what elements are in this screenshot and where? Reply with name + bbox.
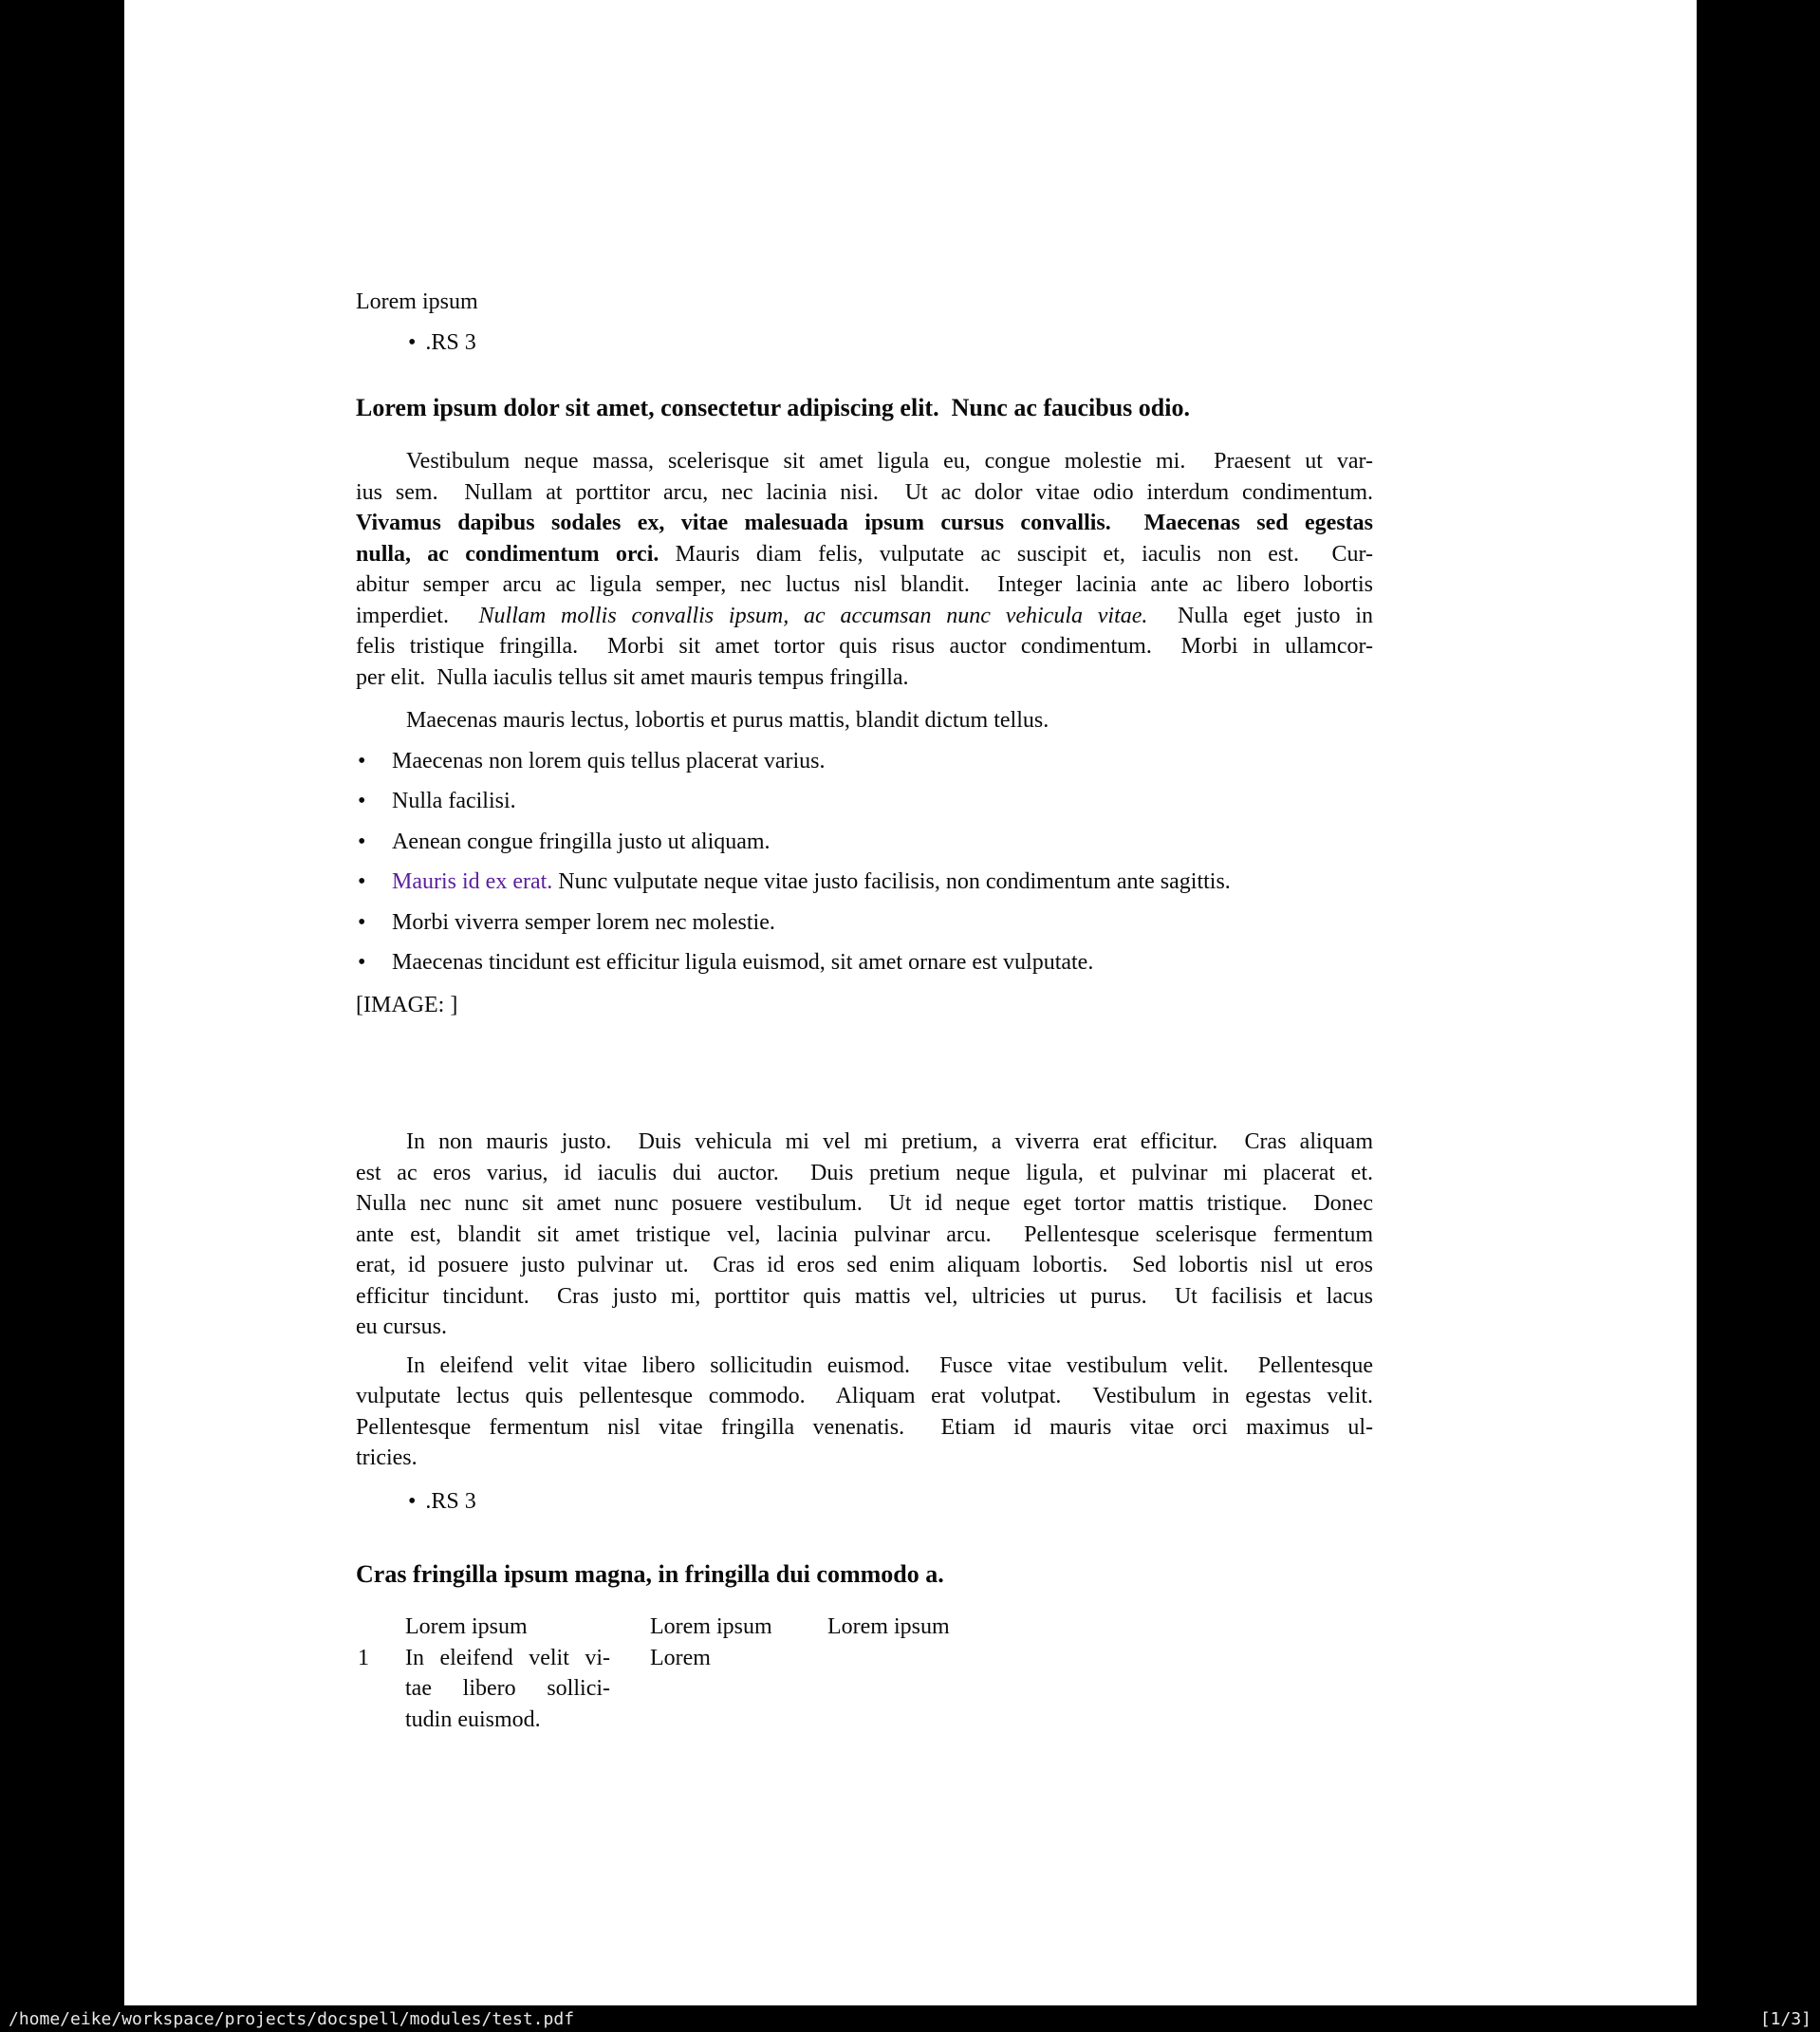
text-segment: ante est, blandit sit amet tristique vel, lacinia pulvinar arcu. Pellentesque scelerisque fermentum (356, 1221, 1373, 1247)
text-segment: per elit. Nulla iaculis tellus sit amet mauris tempus fringilla. (356, 664, 909, 690)
text-segment: .RS 3 (425, 1488, 476, 1514)
text-segment: In non mauris justo. Duis vehicula mi vel mi pretium, a viverra erat efficitur. Cras aliquam (406, 1129, 1373, 1154)
link[interactable]: Mauris id ex erat. (392, 869, 553, 894)
paragraph-line (356, 601, 1373, 632)
bullet-icon: • (358, 950, 366, 975)
paragraph-line (356, 1220, 1373, 1251)
text-segment: est ac eros varius, id iaculis dui auctor. Duis pretium neque ligula, et pulvinar mi placerat et. (356, 1160, 1373, 1185)
paragraph-line (356, 569, 1373, 601)
text-segment: imperdiet. (356, 603, 479, 628)
paragraph-line (356, 1351, 1373, 1382)
text-segment: efficitur tincidunt. Cras justo mi, porttitor quis mattis vel, ultricies ut purus. Ut facilisis et lacus (356, 1283, 1373, 1309)
bullet-icon: • (358, 829, 366, 854)
paragraph-line (356, 1188, 1373, 1220)
list-item (356, 746, 1373, 777)
list-item-text (392, 867, 1373, 898)
bullet-icon: • (358, 748, 366, 774)
viewer-left-border (0, 0, 124, 2005)
bullet-list (356, 746, 1373, 979)
bullet-icon: • (358, 869, 366, 894)
bullet-icon: • (408, 329, 417, 355)
text-segment: In eleifend velit vi- (405, 1645, 610, 1670)
text-segment: felis tristique fringilla. Morbi sit amet tortor quis risus auctor condimentum. Morbi in ullamcor- (356, 634, 1373, 659)
list-item-text (392, 827, 1373, 858)
list-item-text (392, 746, 1373, 777)
paragraph-2 (356, 705, 1373, 736)
text-segment: nulla, ac condimentum orci. (356, 541, 659, 567)
list-item (356, 867, 1373, 898)
document-content (356, 0, 1373, 1735)
paragraph-line (356, 1381, 1373, 1412)
list-item (356, 907, 1373, 939)
paragraph-line (356, 446, 1373, 477)
text-segment: Nulla eget justo in (1147, 603, 1374, 628)
table-header-cell (356, 1612, 405, 1643)
table-header-cell: Lorem ipsum (650, 1614, 772, 1639)
paragraph-line (356, 1412, 1373, 1444)
text-segment: Maecenas tincidunt est efficitur ligula euismod, sit amet ornare est vulputate. (392, 950, 1094, 975)
rs-bullet-2 (356, 1486, 1373, 1518)
section-heading-2: Cras fringilla ipsum magna, in fringilla dui commodo a. (356, 1560, 944, 1588)
paragraph-line (356, 1312, 1373, 1343)
statusbar-file-path: /home/eike/workspace/projects/docspell/modules/test.pdf (9, 2008, 575, 2029)
text-segment: ius sem. Nullam at porttitor arcu, nec lacinia nisi. Ut ac dolor vitae odio interdum condimentum. (356, 479, 1373, 505)
list-item (356, 947, 1373, 979)
paragraph-line (356, 508, 1373, 539)
text-segment: Maecenas non lorem quis tellus placerat varius. (392, 748, 826, 774)
table-cell (650, 1643, 827, 1736)
data-table (356, 1612, 1373, 1735)
text-segment: Nullam mollis convallis ipsum, ac accumsan nunc vehicula vitae. (478, 603, 1148, 628)
paragraph-4 (356, 1351, 1373, 1474)
text-segment: Lorem (650, 1645, 711, 1670)
paragraph-line (356, 477, 1373, 509)
table-cell (356, 1643, 405, 1736)
paragraph-1 (356, 446, 1373, 693)
paragraph-3 (356, 1127, 1373, 1343)
text-segment: Nulla nec nunc sit amet nunc posuere vestibulum. Ut id neque eget tortor mattis tristique. Donec (356, 1191, 1373, 1216)
text-segment: In eleifend velit vitae libero sollicitudin euismod. Fusce vitae vestibulum velit. Pellentesque (406, 1352, 1373, 1378)
text-segment: 1 (358, 1645, 369, 1670)
text-segment: Vestibulum neque massa, scelerisque sit amet ligula eu, congue molestie mi. Praesent ut var- (406, 449, 1373, 474)
table-cell (827, 1643, 1373, 1736)
table-cell-line (405, 1643, 610, 1674)
text-segment: Morbi viverra semper lorem nec molestie. (392, 909, 775, 935)
text-segment: Nunc vulputate neque vitae justo facilisis, non condimentum ante sagittis. (552, 869, 1231, 894)
paragraph-line (356, 539, 1373, 570)
paragraph-line (356, 1281, 1373, 1313)
paragraph-line (356, 1250, 1373, 1281)
intro-line (356, 287, 1373, 318)
list-item (356, 827, 1373, 858)
text-segment: tudin euismod. (405, 1706, 541, 1732)
text-segment: Aenean congue fringilla justo ut aliquam. (392, 829, 771, 854)
list-item (356, 786, 1373, 817)
rs-bullet-1 (356, 327, 1373, 359)
image-placeholder-area (356, 1020, 1373, 1127)
text-segment: .RS 3 (425, 329, 476, 355)
table-cell (405, 1643, 650, 1736)
list-item-text (392, 786, 1373, 817)
paragraph-line (356, 1443, 1373, 1474)
list-item-text (392, 907, 1373, 939)
list-item-text (392, 947, 1373, 979)
text-segment: eu cursus. (356, 1314, 447, 1339)
text-segment: Mauris diam felis, vulputate ac suscipit et, iaculis non est. Cur- (659, 541, 1374, 567)
paragraph-line (356, 1158, 1373, 1189)
paragraph-line (356, 662, 1373, 694)
viewer-right-border (1697, 0, 1820, 2005)
bullet-icon: • (408, 1488, 417, 1514)
text-segment: Vivamus dapibus sodales ex, vitae malesuada ipsum cursus convallis. Maecenas sed egestas (356, 511, 1373, 535)
table-cell-line (405, 1705, 610, 1736)
text-segment: tae libero sollici- (405, 1676, 610, 1701)
text-segment: vulputate lectus quis pellentesque commodo. Aliquam erat volutpat. Vestibulum in egestas velit. (356, 1384, 1373, 1408)
statusbar-page-indicator: [1/3] (1759, 2008, 1811, 2029)
paragraph-line (356, 705, 1373, 736)
bullet-icon: • (358, 909, 366, 935)
table-cell-line (650, 1643, 827, 1674)
text-segment: tricies. (356, 1445, 418, 1470)
text-segment: Nulla facilisi. (392, 789, 516, 813)
table-header-cell: Lorem ipsum (405, 1614, 528, 1639)
text-segment: abitur semper arcu ac ligula semper, nec luctus nisl blandit. Integer lacinia ante ac libero lobortis (356, 572, 1373, 597)
image-placeholder-label (356, 990, 1373, 1021)
text-segment: Lorem ipsum (356, 289, 478, 314)
pdf-page (124, 0, 1697, 2005)
text-segment: Pellentesque fermentum nisl vitae fringilla venenatis. Etiam id mauris vitae orci maximus ul- (356, 1414, 1373, 1440)
section-heading-1: Lorem ipsum dolor sit amet, consectetur adipiscing elit. Nunc ac faucibus odio. (356, 394, 1190, 421)
text-segment: erat, id posuere justo pulvinar ut. Cras id eros sed enim aliquam lobortis. Sed lobortis nisl ut eros (356, 1253, 1373, 1277)
paragraph-line (356, 631, 1373, 662)
statusbar (0, 2005, 1820, 2032)
paragraph-line (356, 1127, 1373, 1158)
bullet-icon: • (358, 789, 366, 813)
text-segment: Maecenas mauris lectus, lobortis et purus mattis, blandit dictum tellus. (406, 708, 1049, 733)
table-cell-line (358, 1643, 405, 1674)
table-header-cell: Lorem ipsum (827, 1614, 950, 1639)
table-cell-line (405, 1673, 610, 1705)
text-segment: [IMAGE: ] (356, 992, 458, 1017)
